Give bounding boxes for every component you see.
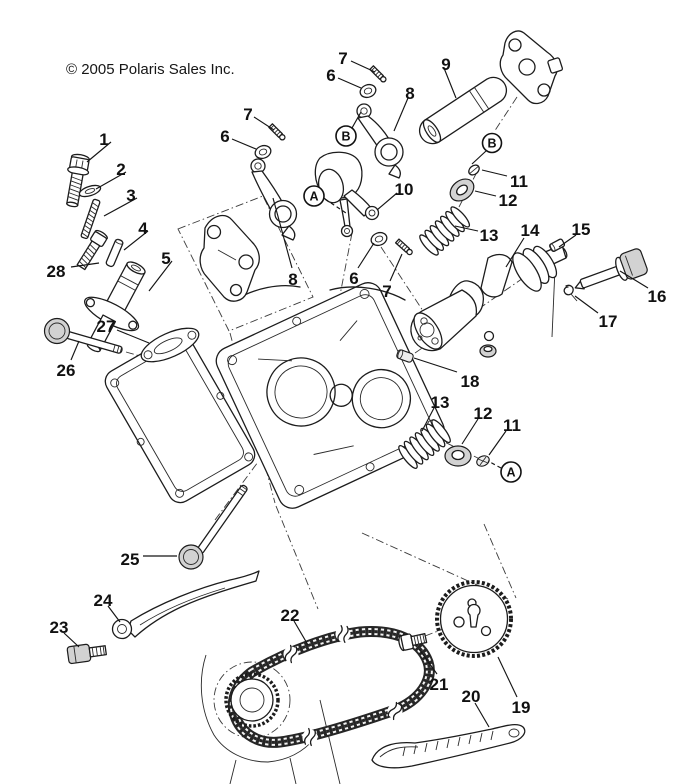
copyright-notice: © 2005 Polaris Sales Inc.	[66, 61, 235, 78]
pivot-bolt-23	[67, 642, 107, 664]
callout-13-top: 13	[479, 226, 499, 245]
leader-6-ctr	[358, 243, 374, 268]
callout-10: 10	[394, 180, 414, 199]
callout-20: 20	[461, 687, 481, 706]
callout-6-mid: 6	[326, 66, 336, 85]
callout-16: 16	[647, 287, 667, 306]
callout-12-bot: 12	[473, 404, 493, 423]
callout-6-ctr: 6	[349, 269, 359, 288]
leader-6-mid	[338, 78, 361, 88]
callout-6-left: 6	[220, 127, 230, 146]
adjuster-screw-7-mid	[370, 66, 387, 83]
leader-12-top	[475, 191, 496, 196]
callout-4: 4	[138, 219, 148, 238]
callout-A-valve-bot: A	[506, 465, 516, 480]
leader-11-top	[482, 170, 507, 176]
leader-17	[575, 296, 598, 313]
callout-1: 1	[99, 130, 109, 149]
cylinder-head	[100, 278, 449, 513]
callout-11-bot: 11	[503, 416, 521, 435]
flange-bolt-1	[62, 153, 92, 208]
leader-27	[117, 330, 149, 343]
callout-22: 22	[280, 606, 300, 625]
tensioner-blade-24	[113, 571, 260, 639]
leader-6-left	[232, 139, 256, 149]
lock-nut-6-left	[253, 143, 272, 160]
chain-guide-20	[372, 725, 525, 768]
leader-26	[71, 341, 79, 360]
callout-8-left: 8	[288, 270, 298, 289]
callout-5: 5	[161, 249, 171, 268]
rocker-arm-8-top	[357, 104, 403, 178]
callout-25: 25	[120, 550, 140, 569]
rocker-shaft-bracket-top	[500, 31, 563, 103]
callout-13-bot: 13	[430, 393, 450, 412]
check-ball-and-seat	[480, 332, 496, 358]
callout-7-left: 7	[243, 105, 253, 124]
callout-7-mid: 7	[338, 49, 348, 68]
callout-3: 3	[126, 186, 136, 205]
callout-B-valve-top: B	[487, 136, 497, 151]
adjuster-screw-7-left	[269, 124, 286, 141]
decompression-shaft-16	[570, 247, 649, 298]
callout-19: 19	[511, 698, 531, 717]
callout-27: 27	[96, 317, 116, 336]
callout-9: 9	[441, 55, 451, 74]
rocker-bracket-mid	[200, 216, 259, 302]
spring-retainer-12-bottom	[445, 446, 471, 466]
adjuster-screw-7-center	[396, 239, 414, 256]
leader-B-valve-top	[472, 151, 486, 164]
callout-26: 26	[56, 361, 76, 380]
leader-20	[475, 703, 489, 727]
callout-A-rocker: A	[309, 189, 319, 204]
leader-A-valve-bot	[488, 461, 501, 468]
cam-sprocket-19	[437, 582, 511, 656]
leader-7-left	[254, 117, 274, 130]
callout-23: 23	[49, 618, 69, 637]
callout-B-rocker: B	[341, 129, 351, 144]
callout-28: 28	[46, 262, 66, 281]
callout-17: 17	[598, 312, 618, 331]
callout-18: 18	[460, 372, 480, 391]
callout-11-top: 11	[510, 172, 528, 191]
dowel-pin-4	[105, 238, 123, 267]
callout-15: 15	[571, 220, 591, 239]
leader-7-mid	[351, 61, 375, 72]
callout-24: 24	[93, 591, 113, 610]
valve-spring-13-top	[417, 205, 472, 258]
callout-7-ctr: 7	[382, 282, 392, 301]
crank-sprocket	[226, 674, 278, 726]
leader-18	[414, 358, 457, 372]
lock-nut-6-mid	[358, 82, 377, 99]
valve-keepers-11-top	[467, 163, 481, 177]
callout-8-top: 8	[405, 84, 415, 103]
callout-2: 2	[116, 160, 126, 179]
callout-12-top: 12	[498, 191, 518, 210]
callout-21: 21	[429, 675, 449, 694]
callout-14: 14	[520, 221, 540, 240]
leader-19	[498, 657, 517, 697]
